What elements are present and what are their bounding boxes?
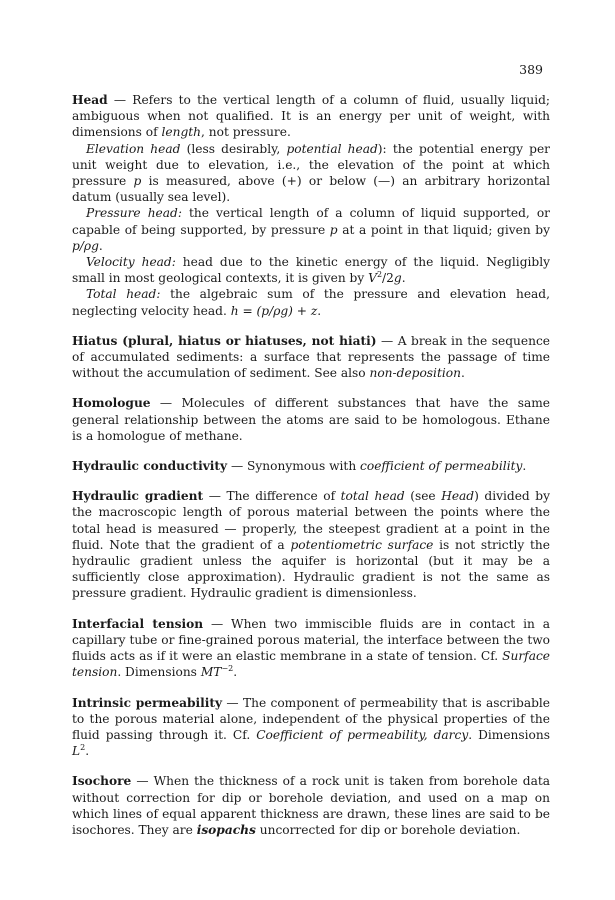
term-hydraulic-gradient: Hydraulic gradient [72,489,204,504]
elevation-t1: (less desirably, [180,141,287,156]
entry-homologue [72,395,550,444]
hg-head: Head [441,489,475,504]
head-def-end: , not pressure. [201,125,291,140]
term-hiatus: Hiatus (plural, hiatus or hiatuses, not hiati) [72,333,377,348]
velocity-t1: head due to the kinetic energy of the liquid. Negligibly small in most geological contexts, it is given by [72,255,550,286]
it-end: . [233,665,238,680]
elevation-head [72,141,550,206]
glossary-content [72,92,550,852]
term-homologue: Homologue [72,396,151,411]
elevation-t3: is measured, above (+) or below (—) an arbitrary horizontal datum (usually sea level). [72,174,550,205]
pressure-formula: p/ρg [72,238,99,253]
entry-isochore [72,773,550,838]
term-intrinsic-permeability: Intrinsic permeability [72,695,223,710]
entry-hydraulic-conductivity [72,458,550,474]
ip-exp: 2 [80,743,86,753]
iso-t2: uncorrected for dip or borehole deviation. [255,822,521,837]
pressure-t1: the vertical length of a column of liquid supported, or capable of being supported, by pressure [72,206,550,237]
total-t2: . [317,303,322,318]
term-velocity-head: Velocity head: [86,255,176,270]
hiatus-see: non-deposition [369,366,461,381]
entry-hiatus [72,333,550,382]
hiatus-end: . [460,366,465,381]
page-number: 389 [519,62,543,77]
elevation-p: p [133,174,142,189]
entry-hydraulic-gradient [72,488,550,601]
pressure-head [72,205,550,254]
term-elevation-head: Elevation head [86,141,181,156]
elevation-alt: potential head [286,141,378,156]
it-dim: MT [200,665,222,680]
total-t1: the algebraic sum of the pressure and elevation head, neglecting velocity head. [72,287,550,318]
homologue-definition [72,395,550,444]
head-def-text: — Refers to the vertical length of a column of fluid, usually liquid; ambiguous when not qualified. It is an energy per unit of weight, with dimensions of [72,93,550,140]
ip-t2: . Dimensions [468,727,551,742]
ip-t1: — The component of permeability that is ascribable to the porous material alone, independent of the physical properties of the fluid passing through it. Cf. [72,695,550,742]
velocity-t2: /2 [382,271,394,286]
head-length: length [161,125,202,140]
hg-t4: is not strictly the hydraulic gradient unless the aquifer is horizontal (but it may be a sufficiently close approximation). Hydraulic gradient is not the same as pressure gradient. Hydraulic gradient is dimensionless. [72,537,550,601]
hg-t2: (see [404,489,442,504]
hydraulic-conductivity-definition [72,458,550,474]
iso-isopachs: isopachs [196,822,256,837]
hydraulic-gradient-definition [72,488,550,601]
hc-def: — Synonymous with [227,459,361,474]
hc-see: coefficient of permeability [360,459,523,474]
elevation-t2: ): the potential energy per unit weight due to elevation, i.e., the elevation of the point at which pressure [72,141,550,189]
it-exp: −2 [221,664,234,674]
term-isochore: Isochore [72,774,132,789]
entry-intrinsic-permeability [72,695,550,760]
hg-total-head: total head [340,489,405,504]
hg-t3: ) divided by the macroscopic length of porous material between the points where the total head is measured — properly, the steepest gradient at a point in the fluid. Note that the gradient of a [72,489,550,552]
intrinsic-permeability-definition [72,695,550,760]
term-pressure-head: Pressure head: [86,206,182,221]
pressure-t2: at a point in that liquid; given by [337,222,550,237]
entry-head [72,92,550,319]
velocity-g: g [393,271,402,286]
hiatus-definition [72,333,550,382]
term-total-head: Total head: [86,287,161,302]
total-head [72,286,550,318]
velocity-head [72,254,550,286]
ip-dim: L [72,744,81,759]
it-t2: . Dimensions [117,665,201,680]
hiatus-def: — A break in the sequence of accumulated sediments: a surface that represents the passage of time without the accumulation of sediment. See also [72,333,550,381]
homologue-def: — Molecules of different substances that have the same general relationship between the atoms are said to be homologous. Ethane is a homologue of methane. [72,396,550,443]
isochore-definition [72,773,550,838]
ip-end: . [85,744,90,759]
total-formula: h = (p/ρg) + z [230,303,318,318]
hg-pot: potentiometric surface [290,537,434,552]
iso-t1: — When the thickness of a rock unit is taken from borehole data without correction for dip or borehole deviation, and used on a map on which lines of equal apparent thickness are drawn, these lines are said to be isochores. They are [72,774,550,837]
term-head: Head [72,93,108,107]
entry-interfacial-tension [72,616,550,681]
velocity-exp: 2 [376,270,383,280]
hc-end: . [522,459,527,474]
pressure-t3: . [98,238,103,253]
it-cf: Surface tension [72,649,550,680]
head-definition [72,92,550,141]
hg-t1: — The difference of [203,489,341,504]
interfacial-tension-definition [72,616,550,681]
velocity-t3: . [401,271,406,286]
term-interfacial-tension: Interfacial tension [72,616,204,631]
ip-cf: Coefficient of permeability, darcy [256,727,469,742]
it-t1: — When two immiscible fluids are in contact in a capillary tube or fine-grained porous material, the interface between the two fluids acts as if it were an elastic membrane in a state of tension. Cf. [72,616,550,664]
pressure-p: p [329,222,338,237]
velocity-v: V [368,271,377,286]
term-hydraulic-conductivity: Hydraulic conductivity [72,459,228,474]
